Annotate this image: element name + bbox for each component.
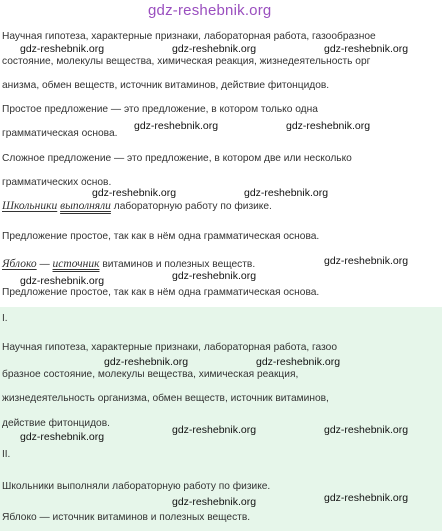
text-line: грамматических основ. xyxy=(2,177,112,188)
example-sentence xyxy=(2,200,272,213)
text-line: Научная гипотеза, характерные признаки, лабораторная работа, газоо xyxy=(2,342,337,353)
text-line: грамматическая основа. xyxy=(2,128,118,139)
text-line: бразное состояние, молекулы вещества, химическая реакция, xyxy=(2,369,299,380)
section-marker: II. xyxy=(2,449,11,460)
predicate: выполняли xyxy=(60,200,111,212)
section-marker: I. xyxy=(2,313,8,324)
watermark: gdz-reshebnik.org xyxy=(324,424,409,436)
watermark: gdz-reshebnik.org xyxy=(244,187,329,199)
sentence-rest: лабораторную работу по физике. xyxy=(113,201,272,212)
predicate: источник xyxy=(52,258,100,270)
watermark: gdz-reshebnik.org xyxy=(324,43,409,55)
watermark: gdz-reshebnik.org xyxy=(256,356,341,368)
text-line: Предложение простое, так как в нём одна грамматическая основа. xyxy=(2,231,320,242)
watermark: gdz-reshebnik.org xyxy=(20,275,105,287)
watermark: gdz-reshebnik.org xyxy=(134,120,219,132)
subject: Яблоко xyxy=(2,258,37,270)
watermark: gdz-reshebnik.org xyxy=(172,43,257,55)
text-line: состояние, молекулы вещества, химическая реакция, жизнедеятельность орг xyxy=(2,56,371,67)
watermark: gdz-reshebnik.org xyxy=(172,496,257,508)
subject: Школьники xyxy=(2,200,58,212)
text-line: Сложное предложение — это предложение, в котором две или несколько xyxy=(2,153,352,164)
watermark: gdz-reshebnik.org xyxy=(324,255,409,267)
watermark: gdz-reshebnik.org xyxy=(324,492,409,504)
watermark: gdz-reshebnik.org xyxy=(20,43,105,55)
watermark: gdz-reshebnik.org xyxy=(172,270,257,282)
text-line: действие фитонцидов. xyxy=(2,418,110,429)
watermark: gdz-reshebnik.org xyxy=(20,431,105,443)
dash: — xyxy=(39,259,50,270)
text-line: Научная гипотеза, характерные признаки, лабораторная работа, газообразное xyxy=(2,31,376,42)
text-line: Школьники выполняли лабораторную работу по физике. xyxy=(2,481,271,492)
text-line: Предложение простое, так как в нём одна грамматическая основа. xyxy=(2,287,320,298)
watermark-title: gdz-reshebnik.org xyxy=(148,2,272,19)
watermark: gdz-reshebnik.org xyxy=(286,120,371,132)
sentence-rest: витаминов и полезных веществ. xyxy=(102,259,256,270)
text-line: Простое предложение — это предложение, в котором только одна xyxy=(2,104,318,115)
watermark: gdz-reshebnik.org xyxy=(104,356,189,368)
text-line: Яблоко — источник витаминов и полезных веществ. xyxy=(2,512,251,523)
watermark: gdz-reshebnik.org xyxy=(92,187,177,199)
text-line: жизнедеятельность организма, обмен веществ, источник витаминов, xyxy=(2,393,329,404)
text-line: анизма, обмен веществ, источник витаминов, действие фитонцидов. xyxy=(2,80,330,91)
watermark: gdz-reshebnik.org xyxy=(172,424,257,436)
